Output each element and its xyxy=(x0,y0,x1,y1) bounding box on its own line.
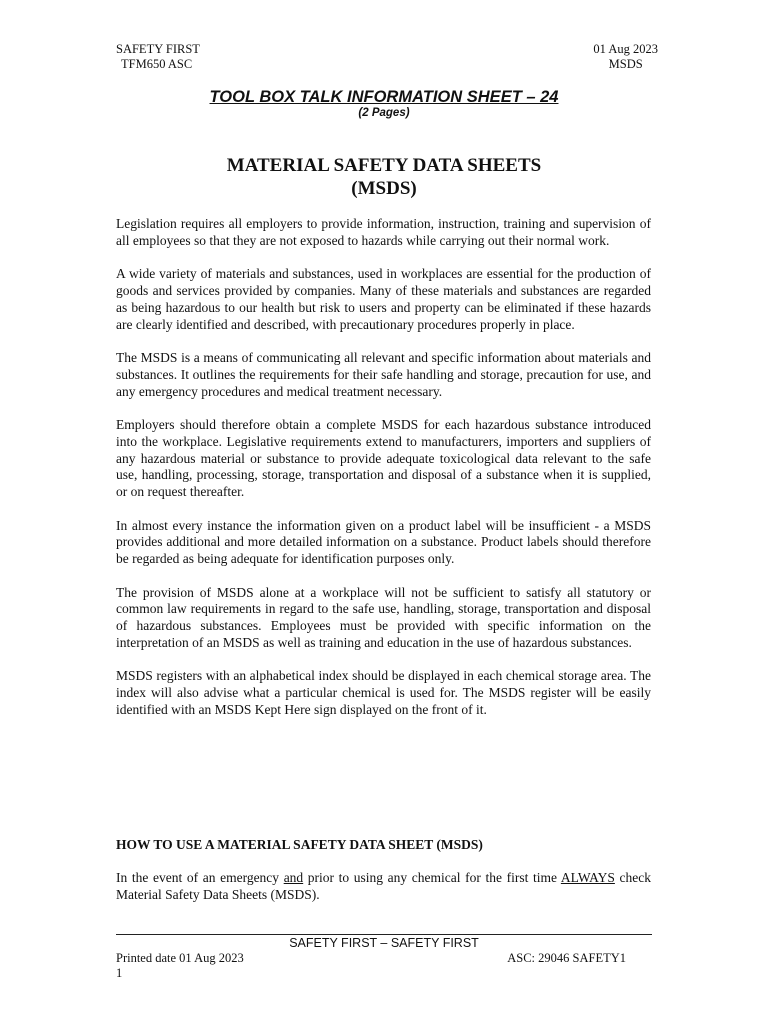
section-heading: HOW TO USE A MATERIAL SAFETY DATA SHEET (MSDS) xyxy=(116,837,483,852)
header-code: TFM650 ASC xyxy=(121,56,193,71)
paragraph-emergency xyxy=(116,870,651,904)
page-title xyxy=(0,154,768,200)
header-right xyxy=(593,42,658,71)
emergency-text-2: prior to using any chemical for the first time xyxy=(303,870,561,885)
toolbox-title: TOOL BOX TALK INFORMATION SHEET – 24 xyxy=(209,88,559,106)
emergency-text-1: In the event of an emergency xyxy=(116,870,284,885)
emergency-text-3: check Material Safety Data Sheets (MSDS). xyxy=(116,870,651,902)
document-body xyxy=(116,216,651,735)
paragraph-provision: The provision of MSDS alone at a workplace will not be sufficient to satisfy all statutory or common law requirements in regard to the safe use, handling, storage, transportation and disposal of hazardous substances. Employees must be provided with specific information on the interpretation of an MSDS as well as training and education in the use of hazardous substances. xyxy=(116,584,651,650)
paragraph-msds-means: The MSDS is a means of communicating all relevant and specific information about materials and substances. It outlines the requirements for their safe handling and storage, precaution for use, and any emergency procedures and medical treatment necessary. xyxy=(116,349,651,399)
footer-left xyxy=(116,951,244,980)
header-org: SAFETY FIRST xyxy=(116,42,200,56)
paragraph-product-label: In almost every instance the information given on a product label will be insufficient - a MSDS provides additional and more detailed information on a substance. Product labels should therefore be regarded as being adequate for identification purposes only. xyxy=(116,517,651,567)
header-date: 01 Aug 2023 xyxy=(593,42,658,56)
paragraph-employers: Employers should therefore obtain a complete MSDS for each hazardous substance introduced into the workplace. Legislative requirements extend to manufacturers, importers and suppliers of any hazardous material or substance to provide adequate toxicological data relevant to the safe use, handling, processing, storage, transportation and disposal of a substance when it is supplied, or on request thereafter. xyxy=(116,416,651,500)
emergency-underlined-always: ALWAYS xyxy=(560,870,615,885)
pages-note: (2 Pages) xyxy=(358,107,410,119)
page-title-line2: (MSDS) xyxy=(351,178,417,199)
page-header xyxy=(116,42,658,74)
page-title-line1: MATERIAL SAFETY DATA SHEETS xyxy=(226,155,542,176)
footer-printed-date: Printed date 01 Aug 2023 xyxy=(116,951,244,965)
paragraph-materials: A wide variety of materials and substances, used in workplaces are essential for the production of goods and services provided by companies. Many of these materials and substances are regarded as being hazardous to our health but risk to users and property can be eliminated if these hazards are clearly identified and described, with precautionary procedures properly in place. xyxy=(116,266,651,332)
paragraph-legislation: Legislation requires all employers to provide information, instruction, training and supervision of all employees so that they are not exposed to hazards while carrying out their normal work. xyxy=(116,216,651,248)
footer-divider xyxy=(116,934,652,935)
paragraph-registers: MSDS registers with an alphabetical index should be displayed in each chemical storage area. The index will also advise what a particular chemical is used for. The MSDS register will be easily identified with an MSDS Kept Here sign displayed on the front of it. xyxy=(116,668,651,717)
footer-asc-code: ASC: 29046 SAFETY1 xyxy=(507,951,626,965)
footer-slogan: SAFETY FIRST – SAFETY FIRST xyxy=(289,936,479,950)
emergency-underlined-and: and xyxy=(283,870,304,885)
header-topic: MSDS xyxy=(608,56,643,71)
footer-page-number: 1 xyxy=(116,965,123,980)
header-left xyxy=(116,42,200,71)
